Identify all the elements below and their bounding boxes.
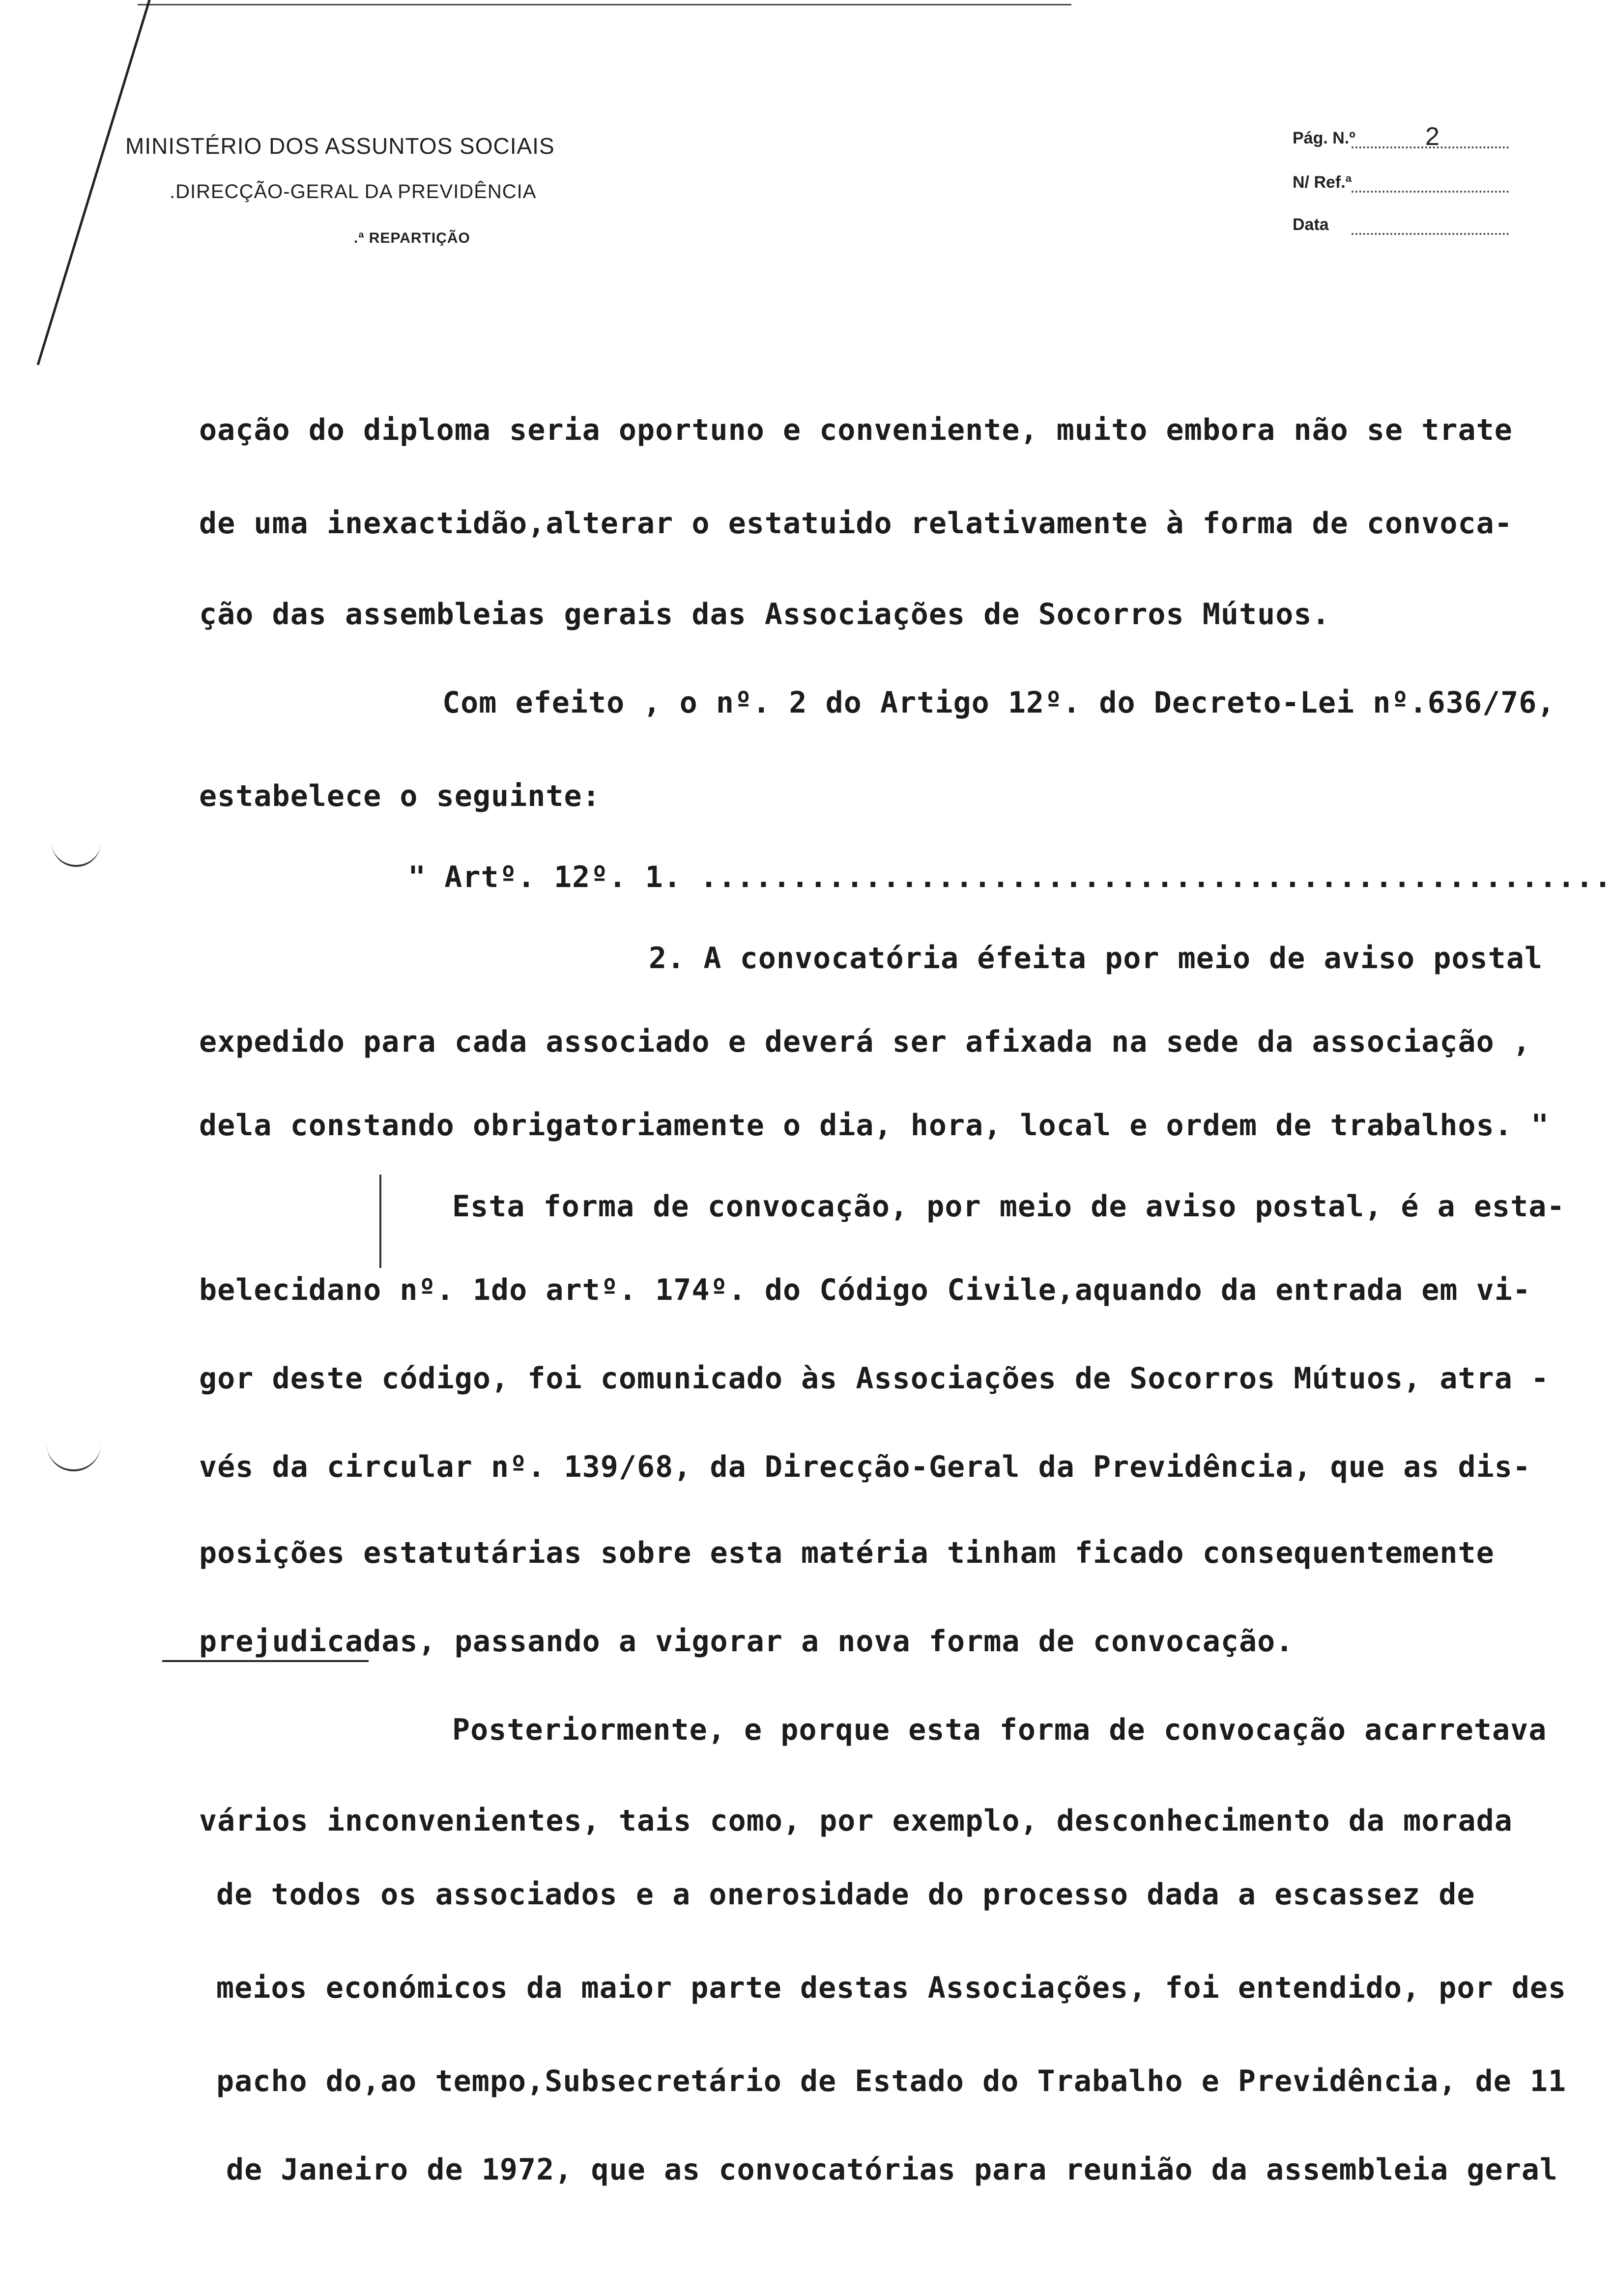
body-line: posições estatutárias sobre esta matéria tinham ficado consequentemente xyxy=(199,1536,1495,1570)
body-line: de todos os associados e a onerosidade do processo dada a escassez de xyxy=(216,1877,1475,1912)
date-field xyxy=(1293,215,1329,234)
body-line: de uma inexactidão,alterar o estatuido relativamente à forma de convoca- xyxy=(199,506,1513,541)
top-edge-line xyxy=(138,4,1071,5)
margin-vertical-mark xyxy=(379,1175,381,1268)
punch-hole-mark xyxy=(47,1440,101,1471)
body-line: dela constando obrigatoriamente o dia, hora, local e ordem de trabalhos. " xyxy=(199,1108,1550,1143)
date-line xyxy=(1352,233,1509,235)
page-number-value: 2 xyxy=(1425,122,1439,151)
body-line: prejudicadas, passando a vigorar a nova forma de convocação. xyxy=(199,1624,1294,1659)
body-line: " Artº. 12º. 1. .................................................. xyxy=(408,860,1612,894)
margin-strike-line xyxy=(162,1660,369,1662)
body-line: Com efeito , o nº. 2 do Artigo 12º. do Decreto-Lei nº.636/76, xyxy=(442,686,1555,720)
body-line: pacho do,ao tempo,Subsecretário de Estado do Trabalho e Previdência, de 11 xyxy=(216,2064,1567,2098)
body-line: meios económicos da maior parte destas Associações, foi entendido, por des xyxy=(216,1971,1567,2005)
body-line: 2. A convocatória éfeita por meio de aviso postal xyxy=(649,941,1543,976)
page-number-field xyxy=(1293,129,1355,148)
body-line: expedido para cada associado e deverá ser afixada na sede da associação , xyxy=(199,1025,1531,1059)
body-line: vários inconvenientes, tais como, por exemplo, desconhecimento da morada xyxy=(199,1804,1513,1838)
body-line: ção das assembleias gerais das Associações de Socorros Mútuos. xyxy=(199,597,1330,631)
body-line: estabelece o seguinte: xyxy=(199,779,601,813)
letterhead-section: .ª REPARTIÇÃO xyxy=(354,230,470,246)
body-line: belecidano nº. 1do artº. 174º. do Código Civile,aquando da entrada em vi- xyxy=(199,1273,1531,1307)
page-edge-fold xyxy=(0,0,160,365)
date-label: Data xyxy=(1293,215,1329,234)
reference-field xyxy=(1293,173,1352,192)
body-line: vés da circular nº. 139/68, da Direcção-Geral da Previdência, que as dis- xyxy=(199,1450,1531,1484)
body-line: Esta forma de convocação, por meio de aviso postal, é a esta- xyxy=(452,1189,1565,1224)
reference-label: N/ Ref.ª xyxy=(1293,173,1352,192)
body-line: gor deste código, foi comunicado às Associações de Socorros Mútuos, atra - xyxy=(199,1361,1550,1396)
page-number-label: Pág. N.º xyxy=(1293,129,1355,147)
reference-line xyxy=(1352,191,1509,193)
letterhead-ministry: MINISTÉRIO DOS ASSUNTOS SOCIAIS xyxy=(125,133,555,159)
punch-hole-mark xyxy=(52,835,101,867)
letterhead-directorate: .DIRECÇÃO-GERAL DA PREVIDÊNCIA xyxy=(170,181,537,202)
body-line: Posteriormente, e porque esta forma de convocação acarretava xyxy=(452,1713,1547,1747)
body-line: oação do diploma seria oportuno e conveniente, muito embora não se trate xyxy=(199,413,1513,447)
body-line: de Janeiro de 1972, que as convocatórias para reunião da assembleia geral xyxy=(226,2152,1558,2187)
